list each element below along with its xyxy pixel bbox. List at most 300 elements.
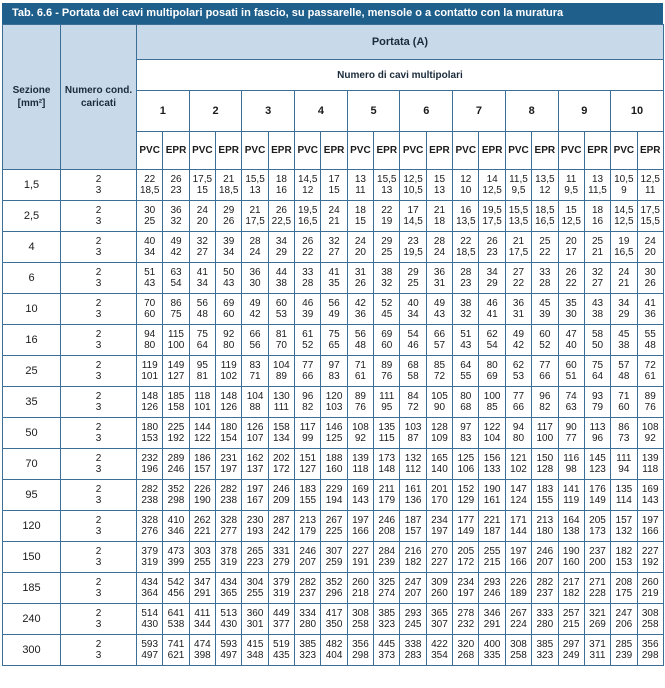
ampacity-value: 285 (615, 639, 633, 650)
ampacity-value: 385 (536, 639, 554, 650)
ampacity-value: 182 (562, 588, 580, 599)
conductors-value: 2 (95, 608, 102, 619)
ampacity-cell (295, 542, 321, 573)
ampacity-value: 36 (512, 298, 525, 309)
ampacity-value: 100 (483, 391, 501, 402)
ampacity-value: 48 (196, 309, 208, 320)
ampacity-value: 66 (249, 329, 261, 340)
ampacity-value: 206 (615, 619, 633, 630)
conductors-cell (61, 480, 137, 511)
ampacity-value: 17 (565, 247, 577, 258)
ampacity-value: 127 (167, 371, 185, 382)
ampacity-value: 115 (378, 433, 395, 444)
ampacity-value: 38 (618, 340, 630, 351)
ampacity-value: 52 (539, 340, 551, 351)
ampacity-cell (137, 542, 163, 573)
ampacity-value: 277 (220, 526, 238, 537)
ampacity-cell (637, 635, 663, 666)
ampacity-value: 246 (299, 546, 317, 557)
conductors-value: 3 (95, 185, 102, 196)
insulation-pvc-header: PVC (295, 132, 321, 170)
ampacity-cell (295, 635, 321, 666)
ampacity-cell (268, 635, 294, 666)
ampacity-value: 111 (379, 391, 395, 402)
ampacity-value: 80 (512, 433, 525, 444)
ampacity-value: 25 (144, 216, 156, 227)
ampacity-value: 9 (621, 185, 627, 196)
ampacity-cell (453, 418, 479, 449)
ampacity-value: 191 (352, 557, 369, 568)
ampacity-value: 157 (404, 526, 422, 537)
ampacity-cell (268, 170, 294, 201)
sezione-cell: 10 (3, 294, 61, 325)
ampacity-value: 25 (407, 278, 419, 289)
ampacity-value: 260 (352, 577, 369, 588)
ampacity-value: 87 (407, 433, 419, 444)
ampacity-value: 260 (431, 588, 448, 599)
ampacity-value: 30 (565, 309, 577, 320)
ampacity-value: 18,5 (456, 247, 476, 258)
ampacity-cell (321, 263, 347, 294)
ampacity-cell (268, 294, 294, 325)
ampacity-cell (611, 325, 637, 356)
ampacity-value: 20 (196, 216, 208, 227)
ampacity-value: 150 (536, 453, 554, 464)
ampacity-value: 213 (536, 515, 554, 526)
cable-count-1: 1 (137, 91, 190, 132)
ampacity-value: 237 (589, 546, 606, 557)
ampacity-value: 513 (220, 608, 238, 619)
ampacity-value: 61 (302, 329, 314, 340)
ampacity-value: 289 (167, 453, 185, 464)
ampacity-value: 207 (536, 557, 554, 568)
ampacity-value: 415 (246, 639, 264, 650)
ampacity-value: 247 (404, 577, 422, 588)
ampacity-value: 15,5 (377, 174, 397, 185)
table-row (3, 356, 664, 387)
ampacity-value: 400 (483, 639, 501, 650)
ampacity-cell (479, 604, 505, 635)
ampacity-value: 129 (457, 495, 475, 506)
ampacity-cell (374, 232, 400, 263)
ampacity-value: 54 (486, 340, 498, 351)
ampacity-value: 21 (591, 247, 604, 258)
ampacity-value: 43 (223, 278, 235, 289)
ampacity-cell (347, 356, 373, 387)
ampacity-value: 309 (431, 577, 448, 588)
ampacity-value: 149 (457, 526, 475, 537)
ampacity-value: 29 (486, 278, 498, 289)
conductors-cell (61, 325, 137, 356)
ampacity-cell (426, 325, 452, 356)
ampacity-cell (584, 232, 610, 263)
ampacity-cell (189, 356, 215, 387)
conductors-value: 2 (95, 360, 102, 371)
ampacity-value: 155 (299, 495, 317, 506)
ampacity-value: 34 (223, 247, 235, 258)
ampacity-value: 197 (220, 464, 238, 475)
ampacity-value: 24 (433, 247, 446, 258)
conductors-value: 3 (95, 526, 102, 537)
ampacity-value: 12,5 (403, 174, 423, 185)
ampacity-value: 246 (483, 588, 501, 599)
ampacity-value: 152 (457, 484, 475, 495)
ampacity-value: 268 (457, 650, 475, 661)
ampacity-cell (453, 356, 479, 387)
ampacity-cell (558, 511, 584, 542)
ampacity-value: 103 (404, 422, 422, 433)
ampacity-cell (453, 480, 479, 511)
ampacity-value: 641 (167, 608, 185, 619)
ampacity-value: 19 (381, 216, 393, 227)
ampacity-value: 11,5 (509, 174, 528, 185)
ampacity-value: 21 (433, 205, 446, 216)
ampacity-value: 45 (381, 309, 393, 320)
sezione-cell: 185 (3, 573, 61, 604)
ampacity-value: 112 (405, 464, 422, 475)
ampacity-value: 29 (407, 267, 419, 278)
ampacity-value: 26 (644, 278, 656, 289)
ampacity-value: 55 (644, 329, 656, 340)
ampacity-cell (163, 449, 189, 480)
ampacity-value: 38 (381, 267, 393, 278)
ampacity-cell (479, 263, 505, 294)
ampacity-value: 115 (168, 329, 184, 340)
ampacity-cell (453, 449, 479, 480)
ampacity-value: 73 (618, 433, 630, 444)
ampacity-cell (558, 325, 584, 356)
ampacity-value: 32 (328, 236, 340, 247)
ampacity-value: 21 (249, 205, 261, 216)
ampacity-cell (584, 170, 610, 201)
ampacity-value: 284 (378, 546, 396, 557)
ampacity-value: 258 (641, 619, 659, 630)
ampacity-cell (584, 294, 610, 325)
ampacity-value: 297 (562, 639, 580, 650)
ampacity-value: 34 (144, 247, 156, 258)
ampacity-value: 27 (591, 278, 604, 289)
ampacity-cell (216, 418, 242, 449)
ampacity-value: 190 (483, 484, 501, 495)
table-row (3, 294, 664, 325)
ampacity-value: 33 (302, 267, 314, 278)
ampacity-value: 9,5 (564, 185, 579, 196)
ampacity-value: 434 (220, 577, 238, 588)
ampacity-cell (321, 170, 347, 201)
sezione-cell: 6 (3, 263, 61, 294)
ampacity-value: 180 (141, 422, 159, 433)
insulation-pvc-header: PVC (611, 132, 637, 170)
ampacity-value: 119 (220, 360, 237, 371)
ampacity-value: 298 (352, 650, 369, 661)
ampacity-value: 31 (512, 309, 525, 320)
ampacity-value: 64 (460, 360, 472, 371)
sezione-cell: 16 (3, 325, 61, 356)
ampacity-value: 169 (641, 484, 659, 495)
ampacity-value: 14,5 (403, 216, 423, 227)
ampacity-value: 113 (589, 422, 606, 433)
conductors-value: 2 (95, 267, 102, 278)
ampacity-cell (163, 511, 189, 542)
ampacity-cell (137, 418, 163, 449)
ampacity-value: 232 (457, 619, 475, 630)
ampacity-value: 117 (299, 422, 316, 433)
ampacity-value: 43 (144, 278, 156, 289)
ampacity-cell (453, 325, 479, 356)
ampacity-value: 70 (144, 298, 156, 309)
ampacity-value: 282 (536, 577, 554, 588)
ampacity-cell (400, 170, 426, 201)
ampacity-value: 445 (378, 639, 396, 650)
ampacity-value: 32 (460, 309, 472, 320)
ampacity-value: 134 (273, 433, 290, 444)
ampacity-cell (611, 542, 637, 573)
ampacity-value: 153 (141, 433, 159, 444)
ampacity-value: 126 (220, 402, 238, 413)
conductors-value: 3 (95, 495, 102, 506)
ampacity-value: 82 (539, 402, 551, 413)
ampacity-value: 352 (325, 577, 343, 588)
ampacity-value: 140 (431, 464, 448, 475)
ampacity-cell (637, 170, 663, 201)
ampacity-value: 88 (249, 402, 261, 413)
ampacity-cell (347, 418, 373, 449)
conductors-value: 2 (95, 453, 102, 464)
ampacity-cell (532, 573, 558, 604)
ampacity-cell (505, 542, 531, 573)
cable-count-9: 9 (558, 91, 611, 132)
ampacity-value: 125 (325, 433, 343, 444)
ampacity-value: 308 (510, 639, 527, 650)
ampacity-value: 22 (381, 205, 393, 216)
ampacity-cell (453, 635, 479, 666)
ampacity-value: 155 (536, 495, 554, 506)
ampacity-value: 146 (325, 422, 343, 433)
ampacity-value: 103 (325, 402, 343, 413)
ampacity-cell (268, 418, 294, 449)
ampacity-value: 43 (433, 309, 446, 320)
ampacity-value: 354 (431, 650, 448, 661)
ampacity-value: 38 (591, 309, 604, 320)
ampacity-value: 63 (565, 402, 577, 413)
ampacity-cell (347, 232, 373, 263)
ampacity-value: 20 (644, 247, 656, 258)
ampacity-cell (558, 232, 584, 263)
ampacity-value: 16,5 (535, 216, 555, 227)
ampacity-value: 81 (275, 329, 287, 340)
ampacity-value: 117 (536, 422, 553, 433)
ampacity-value: 46 (407, 340, 419, 351)
ampacity-cell (242, 387, 268, 418)
ampacity-cell (189, 511, 215, 542)
ampacity-cell (426, 232, 452, 263)
ampacity-value: 365 (431, 608, 448, 619)
ampacity-cell (189, 387, 215, 418)
ampacity-value: 34 (407, 309, 419, 320)
ampacity-value: 98 (565, 464, 577, 475)
conductors-value: 3 (95, 278, 102, 289)
ampacity-cell (479, 325, 505, 356)
ampacity-value: 153 (615, 557, 633, 568)
ampacity-value: 194 (325, 495, 343, 506)
ampacity-value: 399 (167, 557, 185, 568)
ampacity-value: 30 (644, 267, 656, 278)
ampacity-cell (611, 449, 637, 480)
ampacity-value: 209 (273, 495, 290, 506)
ampacity-value: 94 (144, 329, 156, 340)
ampacity-value: 24 (644, 236, 656, 247)
ampacity-value: 519 (273, 639, 290, 650)
ampacity-value: 31 (354, 267, 366, 278)
conductors-value: 2 (95, 515, 102, 526)
ampacity-value: 66 (433, 329, 446, 340)
ampacity-cell (216, 604, 242, 635)
ampacity-value: 58 (591, 329, 604, 340)
ampacity-value: 104 (246, 391, 264, 402)
ampacity-value: 19,5 (482, 205, 502, 216)
ampacity-value: 29 (618, 309, 630, 320)
ampacity-cell (400, 418, 426, 449)
ampacity-value: 56 (328, 298, 340, 309)
ampacity-cell (453, 232, 479, 263)
ampacity-value: 54 (407, 329, 419, 340)
ampacity-value: 347 (194, 577, 211, 588)
ampacity-value: 39 (223, 236, 235, 247)
ampacity-value: 173 (378, 453, 396, 464)
ampacity-value: 39 (539, 309, 551, 320)
ampacity-value: 76 (381, 371, 393, 382)
ampacity-value: 122 (194, 433, 211, 444)
ampacity-value: 34 (196, 278, 208, 289)
ampacity-value: 166 (352, 526, 369, 537)
ampacity-value: 23 (170, 185, 182, 196)
ampacity-value: 109 (431, 433, 448, 444)
ampacity-cell (242, 635, 268, 666)
ampacity-cell (374, 170, 400, 201)
ampacity-value: 83 (328, 371, 340, 382)
ampacity-cell (189, 449, 215, 480)
ampacity-value: 27 (328, 247, 340, 258)
ampacity-value: 77 (302, 360, 314, 371)
ampacity-value: 346 (483, 608, 501, 619)
ampacity-value: 45 (618, 329, 630, 340)
ampacity-cell (400, 635, 426, 666)
ampacity-cell (268, 604, 294, 635)
ampacity-value: 274 (378, 588, 396, 599)
ampacity-value: 57 (618, 360, 630, 371)
ampacity-value: 197 (246, 484, 264, 495)
ampacity-cell (374, 511, 400, 542)
conductors-value: 2 (95, 236, 102, 247)
ampacity-value: 86 (618, 422, 630, 433)
ampacity-cell (637, 294, 663, 325)
ampacity-cell (479, 511, 505, 542)
ampacity-cell (216, 263, 242, 294)
ampacity-cell (137, 480, 163, 511)
ampacity-value: 430 (141, 619, 159, 630)
insulation-epr-header: EPR (584, 132, 610, 170)
ampacity-value: 22,5 (271, 216, 292, 227)
ampacity-value: 346 (167, 526, 185, 537)
ampacity-value: 22 (539, 247, 551, 258)
ampacity-value: 62 (512, 360, 525, 371)
ampacity-value: 175 (615, 588, 633, 599)
ampacity-value: 219 (641, 588, 659, 599)
insulation-epr-header: EPR (637, 132, 663, 170)
ampacity-value: 308 (641, 608, 659, 619)
ampacity-value: 12,5 (614, 216, 634, 227)
ampacity-value: 298 (167, 495, 185, 506)
ampacity-value: 26 (275, 205, 287, 216)
ampacity-value: 237 (299, 588, 317, 599)
ampacity-cell (584, 542, 610, 573)
ampacity-value: 422 (431, 639, 448, 650)
ampacity-cell (532, 263, 558, 294)
ampacity-value: 201 (431, 484, 448, 495)
insulation-epr-header: EPR (321, 132, 347, 170)
ampacity-value: 69 (381, 329, 393, 340)
ampacity-value: 385 (378, 608, 396, 619)
table-row (3, 573, 664, 604)
ampacity-value: 16 (591, 216, 604, 227)
insulation-epr-header: EPR (163, 132, 189, 170)
ampacity-cell (189, 170, 215, 201)
ampacity-value: 108 (352, 422, 369, 433)
ampacity-value: 10 (460, 185, 472, 196)
ampacity-cell (374, 356, 400, 387)
ampacity-value: 31 (433, 278, 446, 289)
ampacity-value: 255 (483, 546, 501, 557)
ampacity-value: 84 (407, 391, 419, 402)
ampacity-value: 148 (141, 391, 159, 402)
ampacity-value: 13 (433, 185, 446, 196)
ampacity-cell (347, 263, 373, 294)
ampacity-value: 192 (641, 557, 659, 568)
ampacity-value: 108 (641, 422, 659, 433)
ampacity-cell (426, 263, 452, 294)
ampacity-value: 40 (565, 340, 577, 351)
table-row (3, 480, 664, 511)
ampacity-value: 102 (220, 371, 238, 382)
ampacity-cell (321, 356, 347, 387)
ampacity-cell (637, 449, 663, 480)
ampacity-cell (584, 325, 610, 356)
ampacity-value: 75 (591, 360, 604, 371)
ampacity-value: 255 (246, 588, 264, 599)
ampacity-cell (453, 170, 479, 201)
sezione-cell: 240 (3, 604, 61, 635)
ampacity-value: 224 (510, 619, 527, 630)
ampacity-cell (216, 449, 242, 480)
ampacity-cell (242, 294, 268, 325)
ampacity-value: 55 (460, 371, 472, 382)
ampacity-value: 296 (325, 588, 343, 599)
ampacity-value: 187 (404, 515, 422, 526)
ampacity-value: 18,5 (139, 185, 160, 196)
ampacity-cell (189, 604, 215, 635)
ampacity-value: 60 (618, 402, 630, 413)
sezione-cell: 2,5 (3, 201, 61, 232)
ampacity-value: 417 (325, 608, 343, 619)
ampacity-value: 230 (246, 515, 264, 526)
ampacity-cell (189, 294, 215, 325)
ampacity-value: 22 (565, 278, 577, 289)
ampacity-cell (295, 232, 321, 263)
ampacity-cell (426, 418, 452, 449)
ampacity-value: 280 (299, 619, 317, 630)
ampacity-value: 143 (641, 495, 659, 506)
ampacity-value: 16,5 (614, 247, 634, 258)
